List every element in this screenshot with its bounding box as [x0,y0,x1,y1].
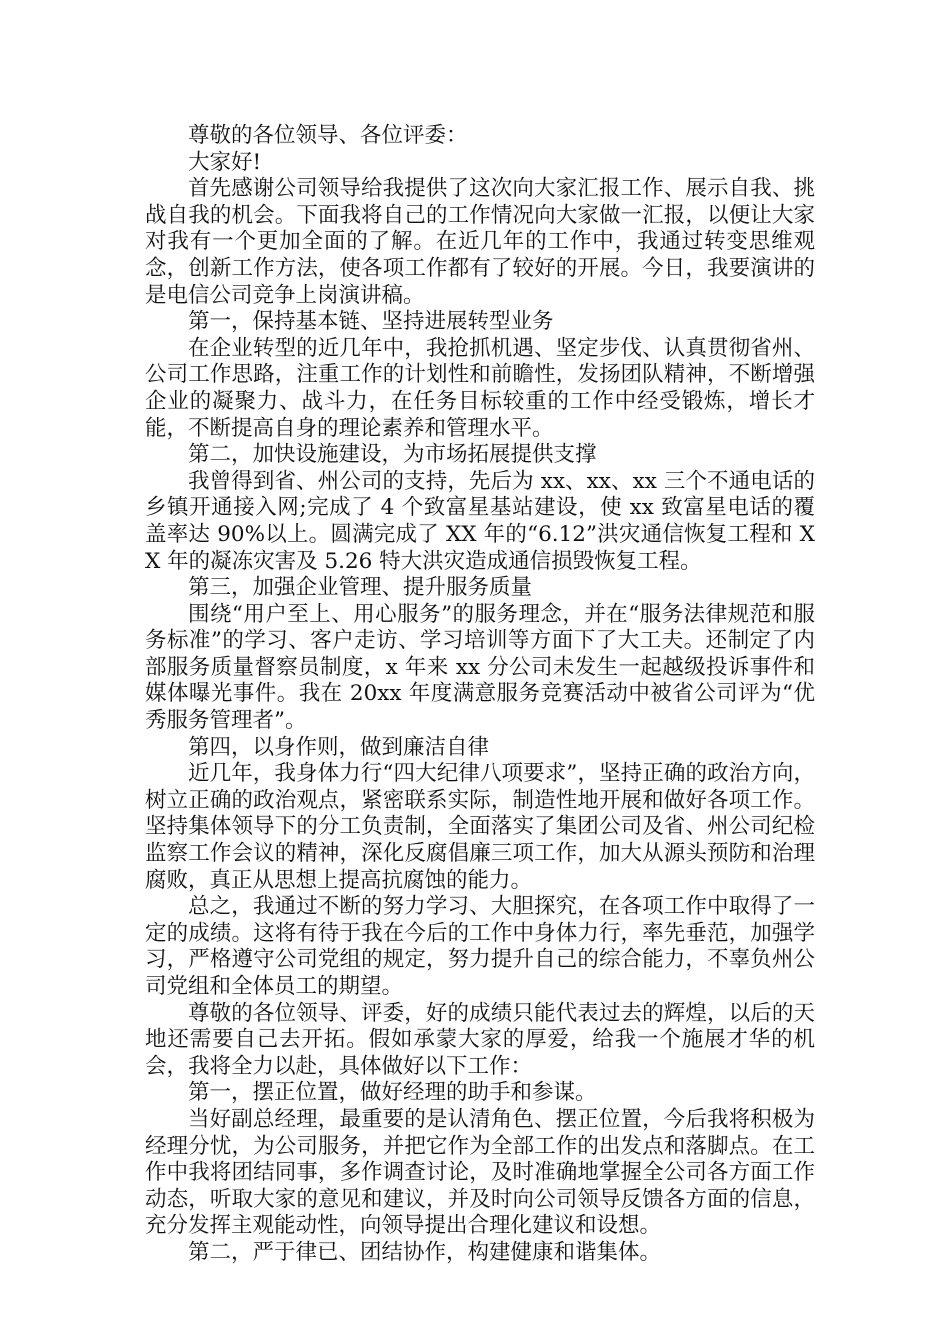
document-body [145,123,815,1267]
section-heading-3: 第三，加强企业管理、提升服务质量 [188,575,533,601]
body-paragraph: 在企业转型的近几年中，我抢抓机遇、坚定步伐、认真贯彻省州、公司工作思路，注重工作的计划性和前瞻性，发扬团队精神，不断增强企业的凝聚力、战斗力，在任务目标较重的工作中经受锻炼，增长才能，不断提高自身的理论素养和管理水平。 [145,335,815,441]
section-heading-2: 第二，加快设施建设，为市场拓展提供支撑 [188,442,597,468]
body-paragraph: 围绕“用户至上、用心服务”的服务理念，并在“服务法律规范和服务标准”的学习、客户走访、学习培训等方面下了大工夫。还制定了内部服务质量督察员制度，x 年来 xx 分公司未发生一起越级投诉事件和媒体曝光事件。我在 20xx 年度满意服务竞赛活动中被省公司评为“优秀服务管理者”。 [145,601,815,734]
transition-paragraph: 尊敬的各位领导、评委，好的成绩只能代表过去的辉煌，以后的天地还需要自己去开拓。假如承蒙大家的厚爱，给我一个施展才华的机会，我将全力以赴，具体做好以下工作： [145,1000,815,1079]
plan-heading-2: 第二，严于律已、团结协作，构建健康和谐集体。 [188,1239,662,1265]
body-paragraph: 近几年，我身体力行“四大纪律八项要求”，坚持正确的政治方向，树立正确的政治观点，紧密联系实际，制造性地开展和做好各项工作。坚持集体领导下的分工负责制，全面落实了集团公司及省、州公司纪检监察工作会议的精神，深化反腐倡廉三项工作，加大从源头预防和治理腐败，真正从思想上提高抗腐蚀的能力。 [145,761,815,893]
body-paragraph: 我曾得到省、州公司的支持，先后为 xx、xx、xx 三个不通电话的乡镇开通接入网;完成了 4 个致富星基站建设，使 xx 致富星电话的覆盖率达 90%以上。圆满完成了 XX 年的“6.12”洪灾通信恢复工程和 XX 年的凝冻灾害及 5.26 特大洪灾造成通信损毁恢复工程。 [145,468,815,574]
intro-paragraph: 首先感谢公司领导给我提供了这次向大家汇报工作、展示自我、挑战自我的机会。下面我将自己的工作情况向大家做一汇报，以便让大家对我有一个更加全面的了解。在近几年的工作中，我通过转变思维观念，创新工作方法，使各项工作都有了较好的开展。今日，我要演讲的是电信公司竞争上岗演讲稿。 [145,176,815,308]
section-heading-4: 第四，以身作则，做到廉洁自律 [188,734,490,760]
salutation: 尊敬的各位领导、各位评委： [188,123,468,148]
greeting: 大家好! [188,149,262,175]
plan-heading-1: 第一，摆正位置，做好经理的助手和参谋。 [188,1080,597,1106]
summary-paragraph: 总之，我通过不断的努力学习、大胆探究，在各项工作中取得了一定的成绩。这将有待于我在今后的工作中身体力行，率先垂范，加强学习，严格遵守公司党组的规定，努力提升自己的综合能力，不辜负州公司党组和全体员工的期望。 [145,894,815,999]
body-paragraph: 当好副总经理，最重要的是认清角色、摆正位置，今后我将积极为经理分忧，为公司服务，并把它作为全部工作的出发点和落脚点。在工作中我将团结同事，多作调查讨论，及时准确地掌握全公司各方面工作动态，听取大家的意见和建议，并及时向公司领导反馈各方面的信息，充分发挥主观能动性，向领导提出合理化建议和设想。 [145,1106,815,1239]
section-heading-1: 第一，保持基本链、坚持进展转型业务 [188,309,554,335]
